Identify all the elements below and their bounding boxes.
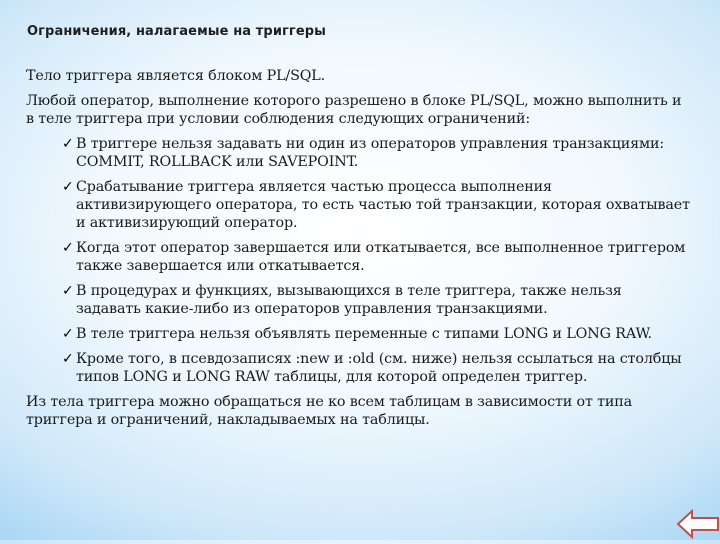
list-item [62,350,690,386]
list-item-text: В триггере нельзя задавать ни один из операторов управления транзакциями: COMMIT, ROLLBACK или SAVEPOINT. [76,136,665,170]
list-item-text: Кроме того, в псевдозаписях :new и :old (см. ниже) нельзя ссылаться на столбцы типов LONG и LONG RAW таблицы, для которой определен триггер. [76,351,682,385]
checkmark-icon: ✓ [62,136,74,152]
list-item-text: В теле триггера нельзя объявлять переменные с типами LONG и LONG RAW. [76,326,652,342]
restrictions-list [26,135,690,386]
checkmark-icon: ✓ [62,240,74,256]
list-item-text: В процедурах и функциях, вызывающихся в теле триггера, также нельзя задавать какие-либо из операторов управления транзакциями. [76,283,622,317]
back-button[interactable] [676,508,720,540]
intro-paragraph: Тело триггера является блоком PL/SQL. [26,68,326,84]
slide-content [26,67,690,436]
checkmark-icon: ✓ [62,179,74,195]
list-item-text: Когда этот оператор завершается или откатывается, все выполненное триггером также завершается или откатывается. [76,240,686,274]
list-item-text: Срабатывание триггера является частью процесса выполнения активизирующего оператора, то есть частью той транзакции, которая охватывает и активизирующий оператор. [76,179,690,231]
list-item [62,325,690,343]
list-item [62,282,690,318]
checkmark-icon: ✓ [62,326,74,342]
list-item [62,135,690,171]
list-item [62,178,690,232]
slide-title: Ограничения, налагаемые на триггеры [27,24,327,39]
checkmark-icon: ✓ [62,283,74,299]
list-item [62,239,690,275]
closing-paragraph: Из тела триггера можно обращаться не ко всем таблицам в зависимости от типа триггера и ограничений, накладываемых на таблицы. [26,394,633,428]
checkmark-icon: ✓ [62,351,74,367]
back-arrow-icon [676,508,720,540]
lead-paragraph: Любой оператор, выполнение которого разрешено в блоке PL/SQL, можно выполнить и в теле триггера при условии соблюдения следующих ограничений: [26,93,682,127]
